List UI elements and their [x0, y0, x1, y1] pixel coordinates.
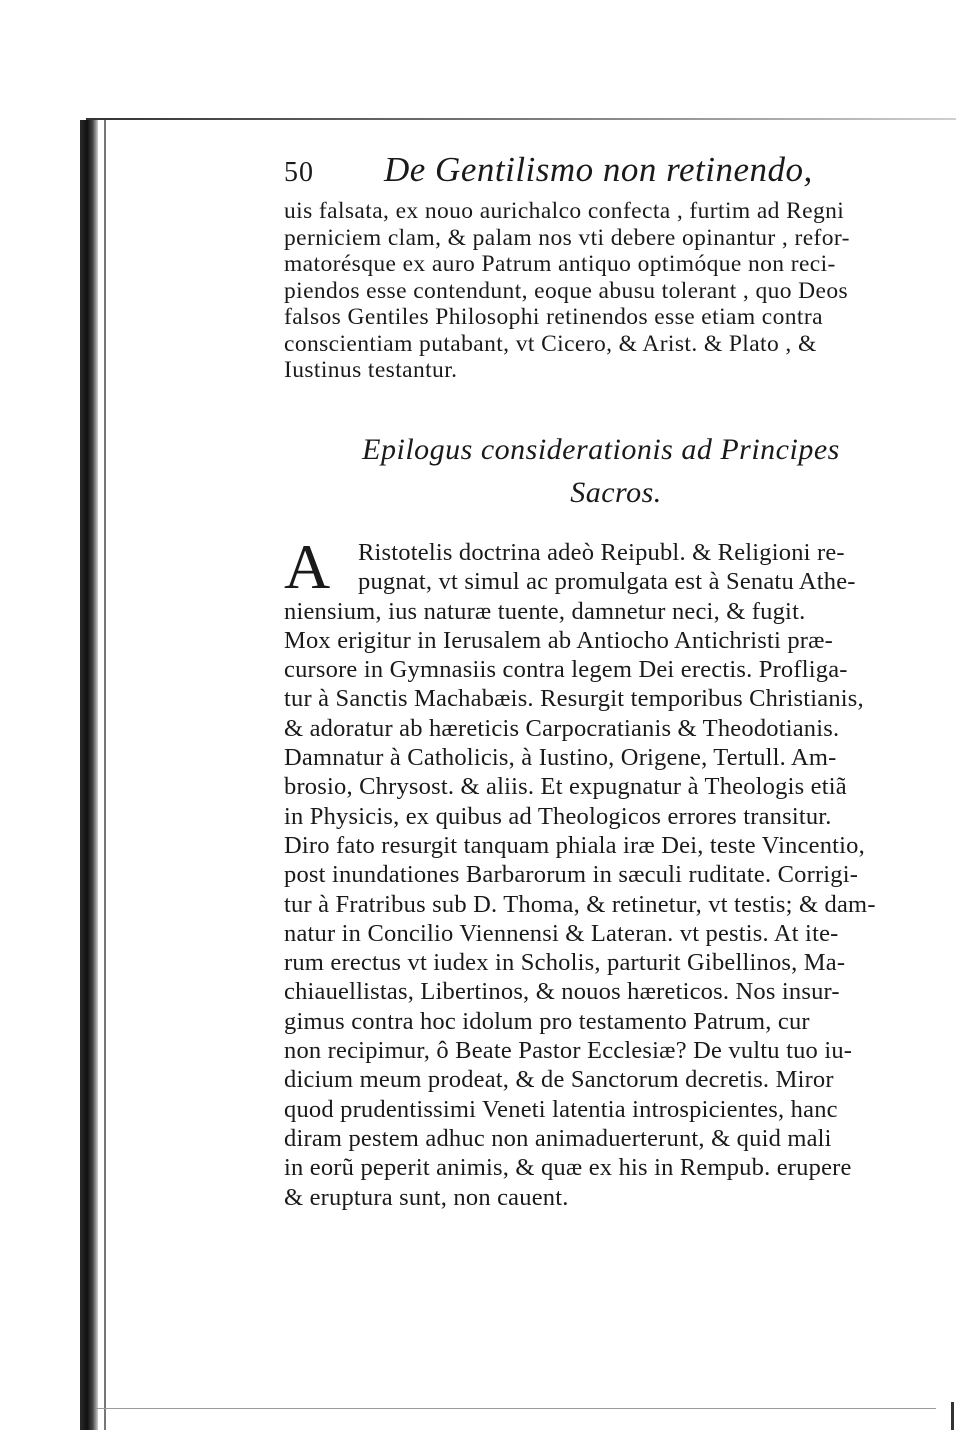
- text-line: gimus contra hoc idolum pro testamento Patrum, cur: [284, 1007, 810, 1035]
- running-title: De Gentilismo non retinendo,: [384, 150, 813, 189]
- book-binding-edge: [80, 120, 98, 1430]
- main-paragraph: [284, 531, 928, 1212]
- section-heading-line-1: Epilogus considerationis ad Principes: [362, 433, 840, 466]
- text-line: diram pestem adhuc non animaduerterunt, & quid mali: [284, 1124, 832, 1152]
- drop-cap: A: [284, 531, 331, 602]
- section-heading-line-2: Sacros.: [570, 476, 662, 509]
- text-line: cursore in Gymnasiis contra legem Dei erectis. Profliga-: [284, 656, 848, 684]
- page-number: 50: [284, 157, 314, 188]
- text-line: quod prudentissimi Veneti latentia introspicientes, hanc: [284, 1095, 838, 1123]
- text-line: natur in Concilio Viennensi & Lateran. vt pestis. At ite-: [284, 919, 839, 947]
- text-line: post inundationes Barbarorum in sæculi ruditate. Corrigi-: [284, 861, 859, 889]
- text-line: Ristotelis doctrina adeò Reipubl. & Religioni re-: [358, 539, 845, 566]
- page-top-edge: [86, 118, 956, 120]
- text-line: tur à Fratribus sub D. Thoma, & retinetur, vt testis; & dam-: [284, 890, 876, 918]
- text-line: chiauellistas, Libertinos, & nouos hæreticos. Nos insur-: [284, 978, 840, 1006]
- text-line: falsos Gentiles Philosophi retinendos esse etiam contra: [284, 304, 823, 330]
- section-heading: [284, 428, 928, 514]
- text-line: & eruptura sunt, non cauent.: [284, 1183, 569, 1211]
- text-line: uis falsata, ex nouo aurichalco confecta , furtim ad Regni: [284, 198, 845, 224]
- text-line: rum erectus vt iudex in Scholis, parturit Gibellinos, Ma-: [284, 949, 846, 977]
- text-line: dicium meum prodeat, & de Sanctorum decretis. Miror: [284, 1066, 834, 1094]
- corner-mark: [951, 1402, 954, 1430]
- text-line: matorésque ex auro Patrum antiquo optimóque non reci-: [284, 251, 836, 277]
- text-line: piendos esse contendunt, eoque abusu tolerant , quo Deos: [284, 277, 849, 304]
- text-line: in Physicis, ex quibus ad Theologicos errores transitur.: [284, 802, 832, 830]
- running-head: [284, 150, 928, 198]
- text-line: Diro fato resurgit tanquam phiala iræ Dei, teste Vincentio,: [284, 831, 865, 859]
- text-line: niensium, ius naturæ tuente, damnetur neci, & fugit.: [284, 597, 806, 625]
- text-line: Iustinus testantur.: [284, 357, 458, 383]
- text-line: pugnat, vt simul ac promulgata est à Senatu Athe-: [358, 568, 856, 596]
- text-line: tur à Sanctis Machabæis. Resurgit temporibus Christianis,: [284, 685, 864, 713]
- text-line: Mox erigitur in Ierusalem ab Antiocho Antichristi præ-: [284, 626, 834, 654]
- text-line: in eorũ peperit animis, & quæ ex his in Rempub. erupere: [284, 1154, 852, 1182]
- text-line: perniciem clam, & palam nos vti debere opinantur , refor-: [284, 224, 850, 251]
- text-line: conscientiam putabant, vt Cicero, & Arist. & Plato , &: [284, 330, 817, 357]
- binding-shadow-line: [104, 120, 106, 1430]
- text-line: non recipimur, ô Beate Pastor Ecclesiæ? De vultu tuo iu-: [284, 1037, 853, 1065]
- text-line: brosio, Chrysost. & aliis. Et expugnatur à Theologis etiã: [284, 773, 847, 801]
- intro-text-block: [284, 150, 928, 384]
- intro-paragraph: [284, 198, 928, 384]
- page-bottom-edge: [96, 1408, 936, 1409]
- text-line: & adoratur ab hæreticis Carpocratianis & Theodotianis.: [284, 714, 840, 742]
- text-line: Damnatur à Catholicis, à Iustino, Origene, Tertull. Am-: [284, 744, 837, 772]
